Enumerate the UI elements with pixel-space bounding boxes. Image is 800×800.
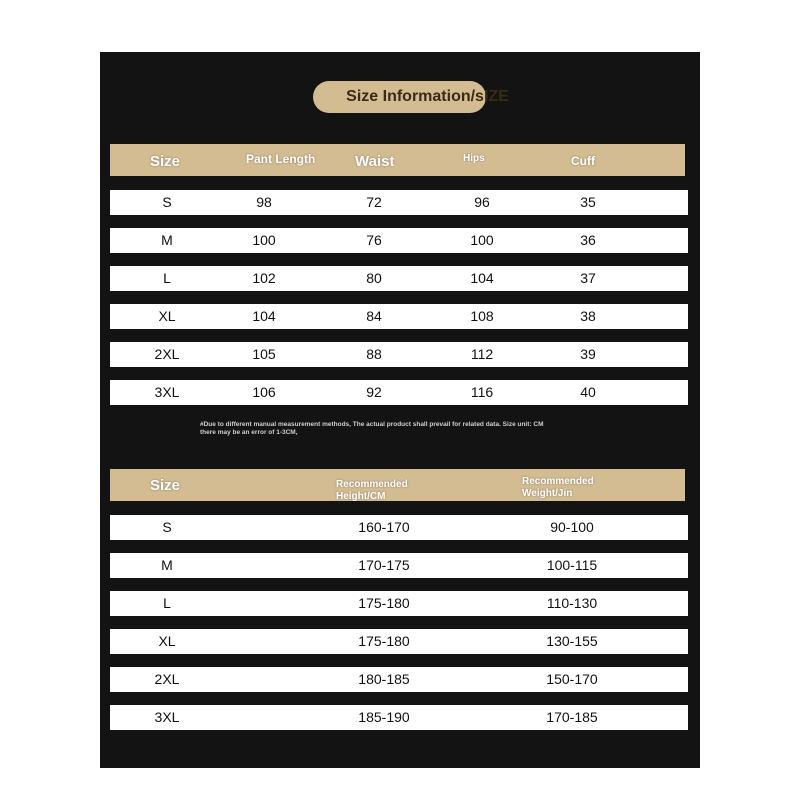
- cell-waist: 84: [366, 308, 382, 324]
- cell-cuff: 39: [580, 346, 596, 362]
- cell-waist: 72: [366, 194, 382, 210]
- cell-pant-length: 106: [252, 384, 276, 400]
- cell-pant-length: 100: [252, 232, 276, 248]
- cell-cuff: 37: [580, 270, 596, 286]
- table-row: [110, 629, 688, 654]
- table-row: [110, 304, 688, 329]
- cell-pant-length: 105: [252, 346, 276, 362]
- cell-weight: 150-170: [546, 671, 598, 687]
- header-pant-length: Pant Length: [246, 152, 316, 166]
- cell-pant-length: 102: [252, 270, 276, 286]
- header-recommended-height: Recommended Height/CM: [336, 479, 408, 502]
- table-row: [110, 553, 688, 578]
- measurement-note: [200, 421, 650, 436]
- header-waist: Waist: [355, 153, 395, 170]
- title-badge: [313, 81, 509, 113]
- header-size-2: Size: [150, 477, 181, 494]
- measurement-table-header: [110, 144, 685, 176]
- cell-waist: 80: [366, 270, 382, 286]
- cell-height: 170-175: [358, 557, 410, 573]
- cell-height: 180-185: [358, 671, 410, 687]
- page-title: Size Information/sIZE: [346, 88, 509, 105]
- table-row: [110, 380, 688, 405]
- note-line-1: #Due to different manual measurement methods, The actual product shall prevail for related data. Size unit: CM: [200, 421, 544, 428]
- cell-waist: 88: [366, 346, 382, 362]
- cell-pant-length: 104: [252, 308, 276, 324]
- note-line-2: there may be an error of 1-3CM,: [200, 428, 298, 436]
- cell-size: M: [161, 232, 173, 248]
- cell-size: 3XL: [154, 709, 180, 725]
- cell-height: 160-170: [358, 519, 410, 535]
- table-row: [110, 228, 688, 253]
- table-row: [110, 342, 688, 367]
- cell-size: 3XL: [154, 384, 180, 400]
- cell-weight: 110-130: [546, 595, 598, 611]
- cell-hips: 116: [470, 384, 494, 400]
- cell-waist: 76: [366, 232, 382, 248]
- cell-size: S: [162, 519, 172, 535]
- cell-hips: 104: [470, 270, 494, 286]
- table-row: [110, 266, 688, 291]
- cell-height: 175-180: [358, 633, 410, 649]
- header-recommended-weight: Recommended Weight/Jin: [522, 476, 594, 499]
- cell-cuff: 40: [580, 384, 596, 400]
- table-row: [110, 667, 688, 692]
- cell-waist: 92: [366, 384, 382, 400]
- cell-size: L: [163, 270, 171, 286]
- table-row: [110, 515, 688, 540]
- cell-size: S: [162, 194, 172, 210]
- cell-weight: 90-100: [550, 519, 594, 535]
- cell-size: L: [163, 595, 171, 611]
- cell-size: 2XL: [154, 671, 180, 687]
- cell-height: 185-190: [358, 709, 410, 725]
- recommendation-table-header: [110, 469, 685, 501]
- table-row: [110, 190, 688, 215]
- cell-size: XL: [158, 633, 176, 649]
- cell-weight: 130-155: [546, 633, 598, 649]
- cell-cuff: 36: [580, 232, 596, 248]
- cell-hips: 96: [474, 194, 490, 210]
- cell-cuff: 35: [580, 194, 596, 210]
- header-size: Size: [150, 153, 181, 170]
- cell-hips: 100: [470, 232, 494, 248]
- cell-size: M: [161, 557, 173, 573]
- cell-pant-length: 98: [256, 194, 272, 210]
- header-cuff: Cuff: [571, 154, 595, 168]
- cell-size: XL: [158, 308, 176, 324]
- table-row: [110, 705, 688, 730]
- cell-size: 2XL: [154, 346, 180, 362]
- header-hips: Hips: [463, 153, 485, 164]
- cell-hips: 108: [470, 308, 494, 324]
- cell-weight: 170-185: [546, 709, 598, 725]
- cell-hips: 112: [470, 346, 494, 362]
- cell-cuff: 38: [580, 308, 596, 324]
- cell-weight: 100-115: [546, 557, 598, 573]
- table-row: [110, 591, 688, 616]
- cell-height: 175-180: [358, 595, 410, 611]
